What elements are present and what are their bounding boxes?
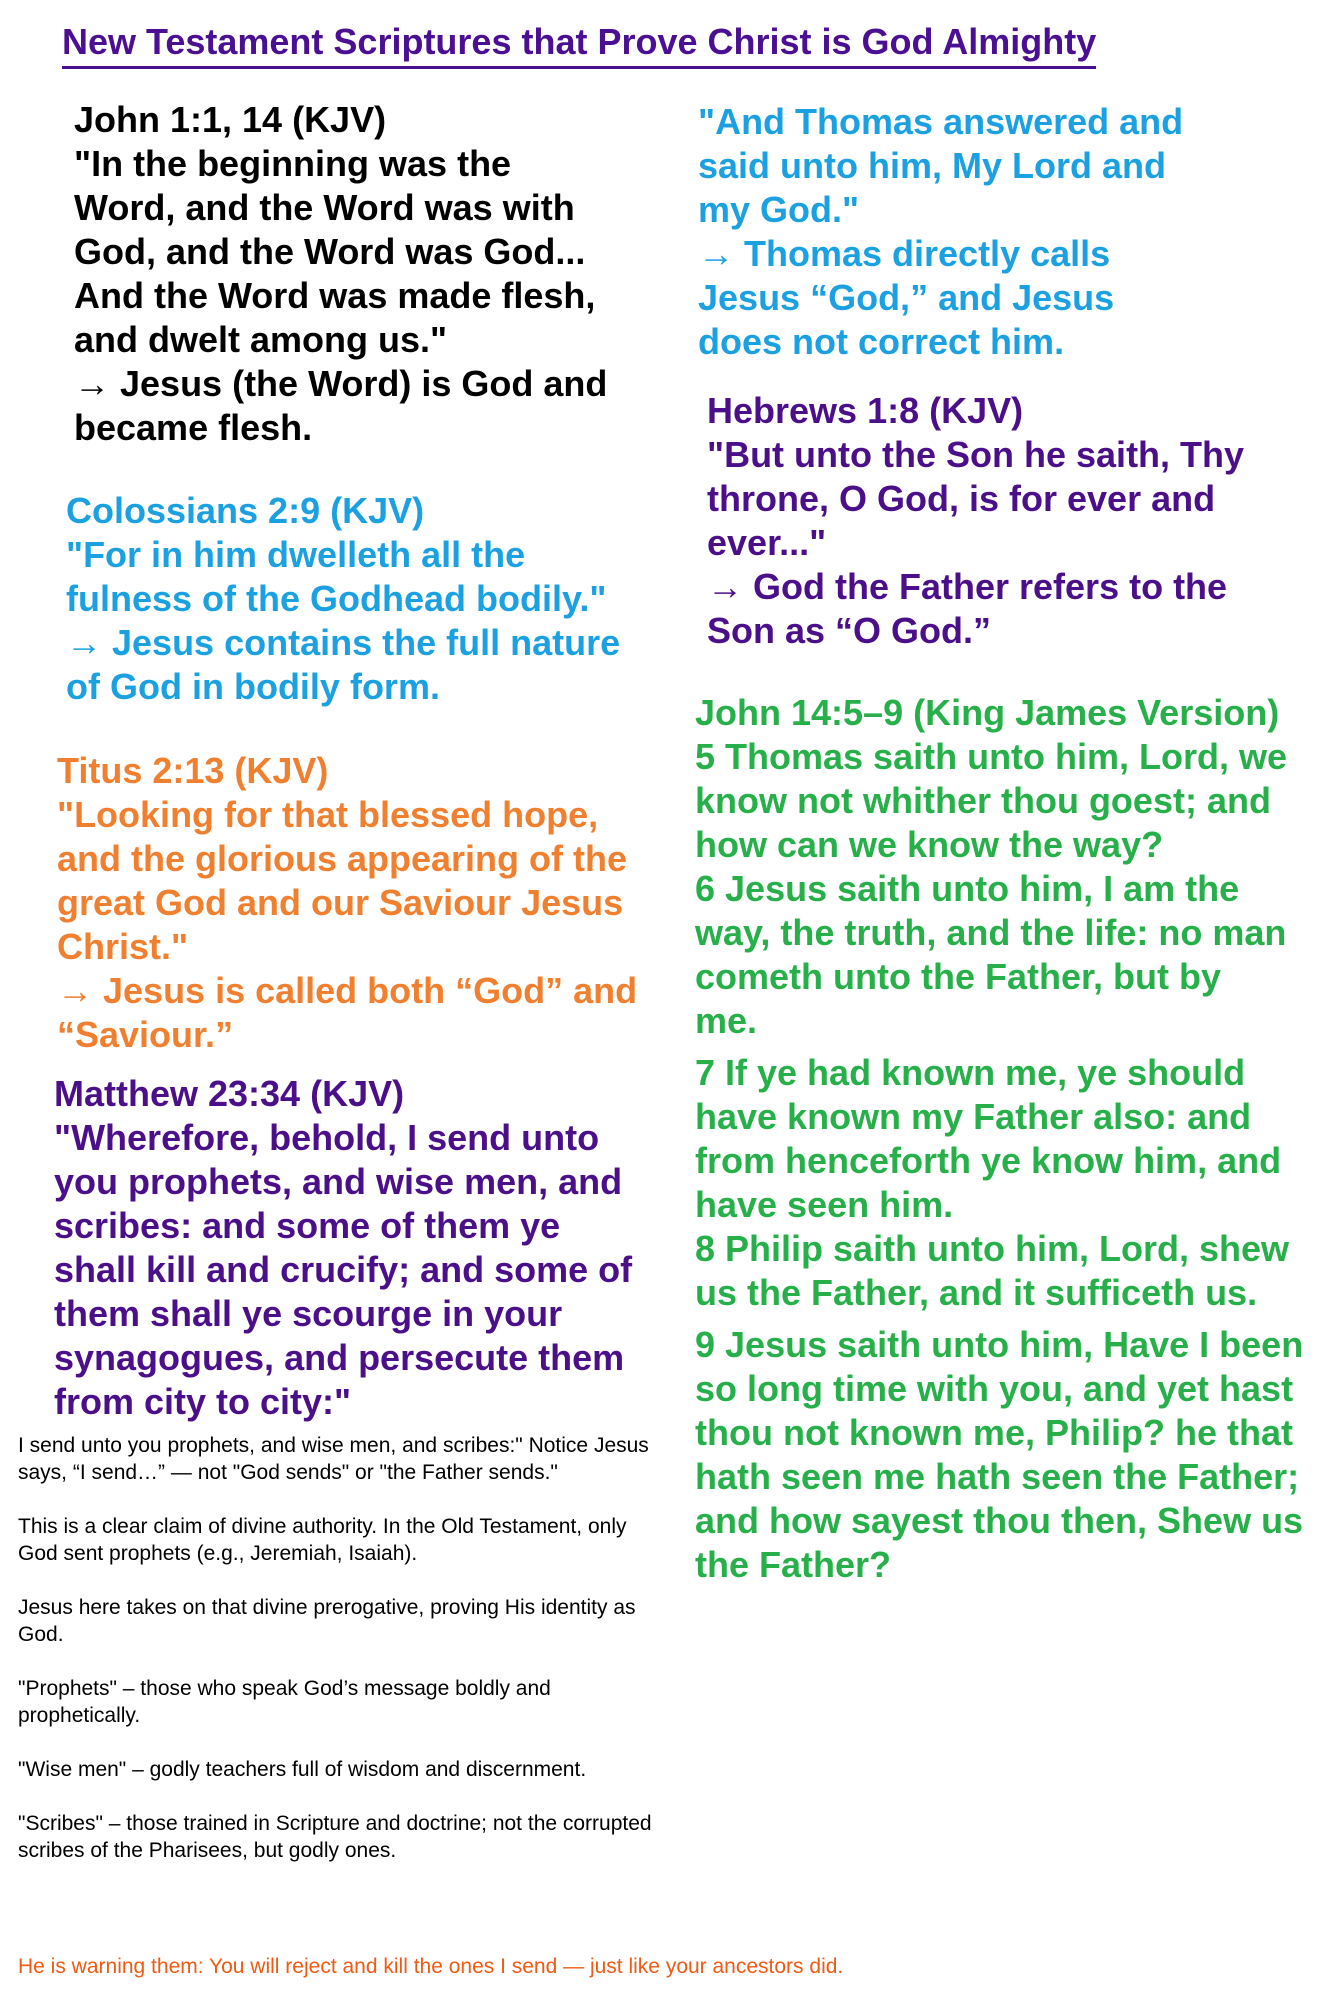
note-paragraph: "Prophets" – those who speak God’s message boldly and prophetically. [18, 1677, 551, 1727]
verse-7-line: from henceforth ye know him, and [695, 1140, 1282, 1181]
verse-line: them shall ye scourge in your [54, 1293, 563, 1334]
john-14-reference: John 14:5–9 (King James Version) [695, 692, 1280, 733]
verse-9-line: the Father? [695, 1544, 892, 1585]
titus-reference: Titus 2:13 (KJV) [57, 750, 329, 791]
verse-line: God, and the Word was God... [74, 231, 586, 272]
verse-line: synagogues, and persecute them [54, 1337, 625, 1378]
verse-line: great God and our Saviour Jesus [57, 882, 624, 923]
titus-block [57, 749, 637, 1057]
verse-line: "Looking for that blessed hope, [57, 794, 599, 835]
john-1-block [74, 98, 607, 450]
matthew-block [54, 1072, 632, 1424]
verse-line: throne, O God, is for ever and [707, 478, 1216, 519]
verse-9-line: thou not known me, Philip? he that [695, 1412, 1293, 1453]
commentary-line: Jesus “God,” and Jesus [698, 277, 1115, 318]
commentary-line: of God in bodily form. [66, 666, 440, 707]
verse-line: and the glorious appearing of the [57, 838, 628, 879]
commentary-line: → Jesus contains the full nature [66, 622, 621, 663]
verse-line: my God." [698, 189, 860, 230]
matthew-notes [18, 1432, 668, 1891]
verse-8-line: 8 Philip saith unto him, Lord, shew [695, 1228, 1290, 1269]
matthew-reference: Matthew 23:34 (KJV) [54, 1073, 405, 1114]
thomas-block [698, 100, 1183, 364]
colossians-block [66, 489, 620, 709]
note-paragraph: I send unto you prophets, and wise men, and scribes:" Notice Jesus says, “I send…” — not "God sends" or "the Father sends." [18, 1434, 649, 1484]
hebrews-reference: Hebrews 1:8 (KJV) [707, 390, 1024, 431]
page-title: New Testament Scriptures that Prove Christ is God Almighty [62, 18, 1096, 69]
verse-9-line: and how sayest thou then, Shew us [695, 1500, 1304, 1541]
verse-7-line: 7 If ye had known me, ye should [695, 1052, 1246, 1093]
john-1-reference: John 1:1, 14 (KJV) [74, 99, 387, 140]
commentary-line: → Jesus is called both “God” and [57, 970, 638, 1011]
colossians-reference: Colossians 2:9 (KJV) [66, 490, 425, 531]
verse-9-line: hath seen me hath seen the Father; [695, 1456, 1300, 1497]
verse-line: "And Thomas answered and [698, 101, 1184, 142]
verse-6-line: cometh unto the Father, but by [695, 956, 1222, 997]
verse-line: and dwelt among us." [74, 319, 448, 360]
note-paragraph: "Wise men" – godly teachers full of wisdom and discernment. [18, 1758, 587, 1781]
commentary-line: Son as “O God.” [707, 610, 992, 651]
commentary-line: → Jesus (the Word) is God and [74, 363, 608, 404]
verse-line: "In the beginning was the [74, 143, 512, 184]
verse-line: Christ." [57, 926, 189, 967]
verse-5-line: 5 Thomas saith unto him, Lord, we [695, 736, 1288, 777]
verse-6-line: way, the truth, and the life: no man [695, 912, 1287, 953]
verse-line: from city to city:" [54, 1381, 352, 1422]
final-note: He is warning them: You will reject and kill the ones I send — just like your ancestors did. [18, 1955, 844, 1978]
verse-7-line: have seen him. [695, 1184, 954, 1225]
commentary-line: does not correct him. [698, 321, 1065, 362]
hebrews-block [707, 389, 1244, 653]
verse-9-line: so long time with you, and yet hast [695, 1368, 1294, 1409]
note-paragraph: This is a clear claim of divine authority. In the Old Testament, only God sent prophets (e.g., Jeremiah, Isaiah). [18, 1515, 627, 1565]
verse-line: "Wherefore, behold, I send unto [54, 1117, 600, 1158]
verse-line: scribes: and some of them ye [54, 1205, 561, 1246]
commentary-line: “Saviour.” [57, 1014, 234, 1055]
verse-line: Word, and the Word was with [74, 187, 575, 228]
verse-line: "But unto the Son he saith, Thy [707, 434, 1245, 475]
verse-7-line: have known my Father also: and [695, 1096, 1252, 1137]
commentary-line: became flesh. [74, 407, 313, 448]
verse-6-line: 6 Jesus saith unto him, I am the [695, 868, 1240, 909]
commentary-line: → Thomas directly calls [698, 233, 1111, 274]
verse-line: fulness of the Godhead bodily." [66, 578, 607, 619]
verse-5-line: know not whither thou goest; and [695, 780, 1271, 821]
verse-line: "For in him dwelleth all the [66, 534, 526, 575]
note-paragraph: Jesus here takes on that divine prerogative, proving His identity as God. [18, 1596, 636, 1646]
verse-6-line: me. [695, 1000, 758, 1041]
john-14-block [695, 691, 1303, 1587]
commentary-line: → God the Father refers to the [707, 566, 1228, 607]
verse-line: And the Word was made flesh, [74, 275, 596, 316]
verse-8-line: us the Father, and it sufficeth us. [695, 1272, 1258, 1313]
note-paragraph: "Scribes" – those trained in Scripture and doctrine; not the corrupted scribes of the Pharisees, but godly ones. [18, 1812, 652, 1862]
verse-line: ever..." [707, 522, 827, 563]
verse-5-line: how can we know the way? [695, 824, 1164, 865]
verse-9-line: 9 Jesus saith unto him, Have I been [695, 1324, 1304, 1365]
verse-line: said unto him, My Lord and [698, 145, 1166, 186]
verse-line: shall kill and crucify; and some of [54, 1249, 633, 1290]
verse-line: you prophets, and wise men, and [54, 1161, 623, 1202]
